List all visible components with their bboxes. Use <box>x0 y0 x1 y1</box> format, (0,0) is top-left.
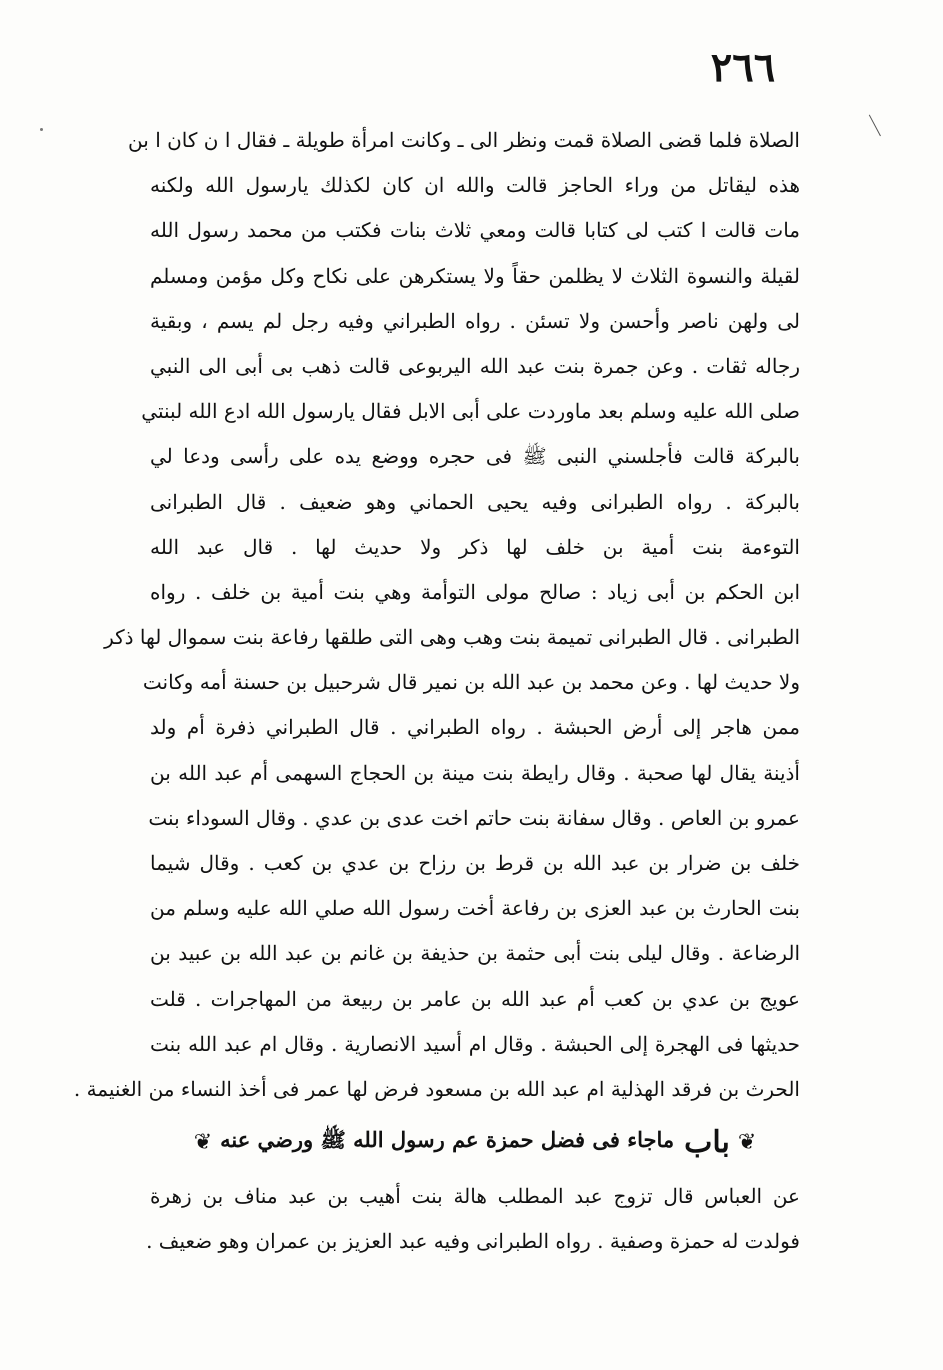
text-line: بالبركة . رواه الطبرانى وفيه يحيى الحماني وهو ضعيف . قال الطبرانى <box>150 489 801 514</box>
text-line: عمرو بن العاص . وقال سفانة بنت حاتم اخت عدى بن عدي . وقال السوداء بنت <box>148 805 800 830</box>
chapter-title: ماجاء فى فضل حمزة عم رسول الله ﷺ ورضي عنه <box>220 1126 675 1152</box>
text-line: الصلاة فلما قضى الصلاة قمت ونظر الى ـ وكانت امرأة طويلة ـ فقال ا ن كان ا بن <box>128 128 800 152</box>
text-line: عن العباس قال تزوج عبد المطلب هالة بنت أهيب بن عبد مناف بن زهرة <box>150 1184 800 1209</box>
text-line: لى ولهن ناصر وأحسن ولا تسئن . رواه الطبراني وفيه رجل لم يسم ، وبقية <box>150 308 800 333</box>
chapter-word: باب <box>684 1124 730 1160</box>
chapter-heading <box>150 1114 800 1170</box>
text-line: الرضاعة . وقال ليلى بنت أبى حثمة بن حذيفة بن غانم بن عبد الله بن عبيد بن <box>150 941 800 966</box>
text-line: أذينة يقال لها صحبة . وقال رايطة بنت مينة بن الحجاج السهمى أم عبد الله بن <box>150 760 800 785</box>
text-line: صلى الله عليه وسلم بعد ماوردت على أبى الابل فقال يارسول الله ادع الله لبنتي <box>141 399 800 424</box>
text-line: الطبرانى . قال الطبرانى تميمة بنت وهب وهى التى طلقها رفاعة بنت سموال لها ذكر <box>104 625 800 650</box>
text-line: ابن الحكم بن أبى زياد : صالح مولى التوأمة وهي بنت أمية بن خلف . رواه <box>150 579 800 604</box>
text-line: هذه ليقاتل من وراء الحاجز قالت والله ان كان لكذلك يارسول الله ولكنه <box>150 173 800 198</box>
ornament-left: ❦ <box>193 1129 213 1155</box>
ornament-right: ❦ <box>737 1129 757 1155</box>
text-line: بالبركة قالت فأجلسني النبى ﷺ فى حجره ووضع يده على رأسى ودعا لي <box>150 444 800 469</box>
paragraph-2 <box>146 1174 800 1264</box>
text-line: ولا حديث لها . وعن محمد بن عبد الله بن نمير قال شرحبيل بن حسنة أمه وكانت <box>142 670 800 695</box>
text-line: حديثها فى الهجرة إلى الحبشة . وقال ام أسيد الانصارية . وقال ام عبد الله بنت <box>150 1031 800 1056</box>
text-line: فولدت له حمزة وصفية . رواه الطبرانى وفيه عبد العزيز بن عمران وهو ضعيف . <box>146 1229 800 1254</box>
text-line: التوءمة بنت أمية بن خلف لها ذكر ولا حديث لها . قال عبد الله <box>150 534 800 559</box>
text-line: بنت الحارث بن عبد العزى بن رفاعة أخت رسول الله صلي الله عليه وسلم من <box>150 896 800 921</box>
margin-pen-mark <box>869 112 886 136</box>
page-text <box>73 118 801 1265</box>
text-line: خلف بن ضرار بن عبد الله بن قرط بن رزاح بن عدي بن كعب . وقال شيما <box>150 851 800 875</box>
text-line: رجاله ثقات . وعن جمرة بنت عبد الله اليربوعى قالت ذهب بى أبى الى النبي <box>150 353 800 378</box>
text-line: عويج بن عدي بن كعب أم عبد الله بن عامر بن ربيعة من المهاجرات . قلت <box>150 986 800 1011</box>
text-line: لقيلة والنسوة الثلاث لا يظلمن حقاً ولا يستكرهن على نكاح وكل مؤمن ومسلم <box>150 263 800 288</box>
margin-speck <box>40 128 43 131</box>
paragraph-1 <box>73 118 801 1112</box>
text-line: ممن هاجر إلى أرض الحبشة . رواه الطبراني . قال الطبراني ذفرة أم ولد <box>150 715 800 740</box>
page-number: ٢٦٦ <box>710 44 776 91</box>
text-line: مات قالت ا كتب لى كتابا قالت ومعي ثلاث بنات فكتب من محمد رسول الله <box>150 218 801 243</box>
text-line: الحرث بن فرقد الهذلية ام عبد الله بن مسعود فرض لها عمر فى أخذ النساء من الغنيمة . <box>73 1076 800 1101</box>
